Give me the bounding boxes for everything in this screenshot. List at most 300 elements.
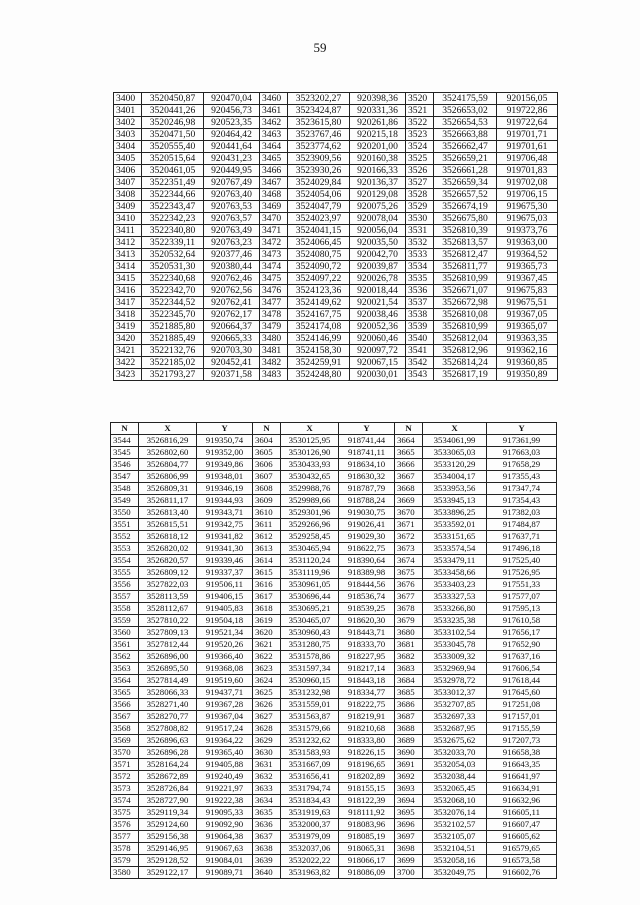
x-coordinate-cell: 3526810,08: [434, 309, 497, 321]
table-row: [114, 117, 558, 129]
y-coordinate-cell: 919342,75: [197, 519, 253, 531]
x-coordinate-cell: 3527814,49: [139, 675, 197, 687]
x-coordinate-cell: 3531794,74: [281, 783, 339, 795]
y-coordinate-cell: 918788,24: [339, 495, 395, 507]
x-coordinate-cell: 3524174,08: [288, 321, 350, 333]
point-number-cell: 3573: [111, 783, 139, 795]
y-coordinate-cell: 918622,75: [339, 543, 395, 555]
x-coordinate-cell: 3531919,63: [281, 807, 339, 819]
point-number-cell: 3408: [114, 189, 142, 201]
point-number-cell: 3580: [111, 867, 139, 879]
y-coordinate-cell: 920456,73: [204, 105, 260, 117]
x-coordinate-cell: 3530960,43: [281, 627, 339, 639]
y-coordinate-cell: 918219,91: [339, 711, 395, 723]
point-number-cell: 3623: [253, 663, 281, 675]
table-row: [114, 261, 558, 273]
x-coordinate-cell: 3523930,26: [288, 165, 350, 177]
table-row: [114, 177, 558, 189]
point-number-cell: 3695: [395, 807, 423, 819]
x-coordinate-cell: 3521793,27: [142, 369, 204, 381]
point-number-cell: 3534: [406, 261, 434, 273]
y-coordinate-cell: 917595,13: [487, 603, 557, 615]
y-coordinate-cell: 920398,36: [350, 93, 406, 105]
x-coordinate-cell: 3526814,24: [434, 357, 497, 369]
point-number-cell: 3528: [406, 189, 434, 201]
x-coordinate-cell: 3533120,29: [423, 459, 487, 471]
point-number-cell: 3567: [111, 711, 139, 723]
y-coordinate-cell: 916573,58: [487, 855, 557, 867]
point-number-cell: 3638: [253, 843, 281, 855]
point-number-cell: 3410: [114, 213, 142, 225]
y-coordinate-cell: 919368,08: [197, 663, 253, 675]
point-number-cell: 3407: [114, 177, 142, 189]
y-coordinate-cell: 920380,44: [204, 261, 260, 273]
y-coordinate-cell: 920664,37: [204, 321, 260, 333]
point-number-cell: 3423: [114, 369, 142, 381]
coordinates-table-2: [110, 422, 557, 879]
y-coordinate-cell: 920136,37: [350, 177, 406, 189]
table-row: [111, 507, 557, 519]
point-number-cell: 3671: [395, 519, 423, 531]
point-number-cell: 3551: [111, 519, 139, 531]
y-coordinate-cell: 917207,73: [487, 735, 557, 747]
y-coordinate-cell: 920431,23: [204, 153, 260, 165]
point-number-cell: 3611: [253, 519, 281, 531]
point-number-cell: 3564: [111, 675, 139, 687]
x-coordinate-cell: 3524047,79: [288, 201, 350, 213]
x-coordinate-cell: 3530696,44: [281, 591, 339, 603]
y-coordinate-cell: 919030,75: [339, 507, 395, 519]
y-coordinate-cell: 916658,38: [487, 747, 557, 759]
x-coordinate-cell: 3524066,45: [288, 237, 350, 249]
table-row: [111, 867, 557, 879]
x-coordinate-cell: 3523615,80: [288, 117, 350, 129]
y-coordinate-cell: 919339,46: [197, 555, 253, 567]
column-header: N: [253, 423, 281, 435]
y-coordinate-cell: 917637,16: [487, 651, 557, 663]
table-row: [114, 237, 558, 249]
x-coordinate-cell: 3529128,52: [139, 855, 197, 867]
x-coordinate-cell: 3526817,19: [434, 369, 497, 381]
column-header: Y: [339, 423, 395, 435]
y-coordinate-cell: 919352,00: [197, 447, 253, 459]
table-row: [114, 213, 558, 225]
y-coordinate-cell: 918634,10: [339, 459, 395, 471]
y-coordinate-cell: 919405,88: [197, 759, 253, 771]
y-coordinate-cell: 918787,79: [339, 483, 395, 495]
y-coordinate-cell: 917637,71: [487, 531, 557, 543]
y-coordinate-cell: 919221,97: [197, 783, 253, 795]
point-number-cell: 3685: [395, 687, 423, 699]
x-coordinate-cell: 3532022,22: [281, 855, 339, 867]
x-coordinate-cell: 3530961,05: [281, 579, 339, 591]
x-coordinate-cell: 3531597,34: [281, 663, 339, 675]
y-coordinate-cell: 919240,49: [197, 771, 253, 783]
x-coordinate-cell: 3526654,53: [434, 117, 497, 129]
column-header: X: [281, 423, 339, 435]
table-row: [111, 543, 557, 555]
y-coordinate-cell: 919350,74: [197, 435, 253, 447]
point-number-cell: 3616: [253, 579, 281, 591]
y-coordinate-cell: 917618,44: [487, 675, 557, 687]
y-coordinate-cell: 916643,35: [487, 759, 557, 771]
x-coordinate-cell: 3522345,70: [142, 309, 204, 321]
x-coordinate-cell: 3528113,59: [139, 591, 197, 603]
x-coordinate-cell: 3532978,72: [423, 675, 487, 687]
point-number-cell: 3413: [114, 249, 142, 261]
x-coordinate-cell: 3522340,68: [142, 273, 204, 285]
y-coordinate-cell: 919365,07: [497, 321, 558, 333]
table-row: [114, 105, 558, 117]
y-coordinate-cell: 918444,56: [339, 579, 395, 591]
y-coordinate-cell: 919405,83: [197, 603, 253, 615]
table-row: [111, 627, 557, 639]
x-coordinate-cell: 3528164,24: [139, 759, 197, 771]
x-coordinate-cell: 3526809,12: [139, 567, 197, 579]
y-coordinate-cell: 920371,58: [204, 369, 260, 381]
point-number-cell: 3690: [395, 747, 423, 759]
point-number-cell: 3554: [111, 555, 139, 567]
x-coordinate-cell: 3523202,27: [288, 93, 350, 105]
y-coordinate-cell: 917652,90: [487, 639, 557, 651]
x-coordinate-cell: 3522132,76: [142, 345, 204, 357]
x-coordinate-cell: 3529156,38: [139, 831, 197, 843]
y-coordinate-cell: 918390,64: [339, 555, 395, 567]
x-coordinate-cell: 3533479,11: [423, 555, 487, 567]
y-coordinate-cell: 920449,95: [204, 165, 260, 177]
point-number-cell: 3604: [253, 435, 281, 447]
y-coordinate-cell: 920377,46: [204, 249, 260, 261]
x-coordinate-cell: 3527812,44: [139, 639, 197, 651]
y-coordinate-cell: 916641,97: [487, 771, 557, 783]
coordinates-table-1: [113, 92, 558, 381]
y-coordinate-cell: 920464,42: [204, 129, 260, 141]
point-number-cell: 3480: [260, 333, 288, 345]
point-number-cell: 3683: [395, 663, 423, 675]
y-coordinate-cell: 920215,18: [350, 129, 406, 141]
table-row: [111, 483, 557, 495]
point-number-cell: 3404: [114, 141, 142, 153]
y-coordinate-cell: 917656,17: [487, 627, 557, 639]
x-coordinate-cell: 3531232,98: [281, 687, 339, 699]
y-coordinate-cell: 919722,86: [497, 105, 558, 117]
point-number-cell: 3468: [260, 189, 288, 201]
y-coordinate-cell: 918334,77: [339, 687, 395, 699]
point-number-cell: 3632: [253, 771, 281, 783]
table-row: [114, 129, 558, 141]
point-number-cell: 3522: [406, 117, 434, 129]
y-coordinate-cell: 919095,33: [197, 807, 253, 819]
y-coordinate-cell: 918620,30: [339, 615, 395, 627]
x-coordinate-cell: 3524097,22: [288, 273, 350, 285]
point-number-cell: 3536: [406, 285, 434, 297]
table-row: [114, 333, 558, 345]
x-coordinate-cell: 3531667,09: [281, 759, 339, 771]
point-number-cell: 3470: [260, 213, 288, 225]
point-number-cell: 3684: [395, 675, 423, 687]
point-number-cell: 3538: [406, 309, 434, 321]
point-number-cell: 3563: [111, 663, 139, 675]
y-coordinate-cell: 919089,71: [197, 867, 253, 879]
point-number-cell: 3630: [253, 747, 281, 759]
point-number-cell: 3609: [253, 495, 281, 507]
table-row: [111, 519, 557, 531]
table-row: [111, 459, 557, 471]
y-coordinate-cell: 920078,04: [350, 213, 406, 225]
x-coordinate-cell: 3526896,63: [139, 735, 197, 747]
y-coordinate-cell: 916634,91: [487, 783, 557, 795]
x-coordinate-cell: 3522185,02: [142, 357, 204, 369]
table-row: [111, 723, 557, 735]
point-number-cell: 3571: [111, 759, 139, 771]
table-row: [114, 93, 558, 105]
point-number-cell: 3697: [395, 831, 423, 843]
x-coordinate-cell: 3530695,21: [281, 603, 339, 615]
point-number-cell: 3406: [114, 165, 142, 177]
x-coordinate-cell: 3530465,94: [281, 543, 339, 555]
table-row: [111, 495, 557, 507]
x-coordinate-cell: 3526657,52: [434, 189, 497, 201]
x-coordinate-cell: 3531834,43: [281, 795, 339, 807]
table-row: [111, 687, 557, 699]
point-number-cell: 3557: [111, 591, 139, 603]
x-coordinate-cell: 3520246,98: [142, 117, 204, 129]
y-coordinate-cell: 919029,30: [339, 531, 395, 543]
x-coordinate-cell: 3532675,62: [423, 735, 487, 747]
y-coordinate-cell: 918389,98: [339, 567, 395, 579]
point-number-cell: 3416: [114, 285, 142, 297]
y-coordinate-cell: 920763,53: [204, 201, 260, 213]
x-coordinate-cell: 3524259,91: [288, 357, 350, 369]
point-number-cell: 3558: [111, 603, 139, 615]
table-row: [111, 699, 557, 711]
point-number-cell: 3524: [406, 141, 434, 153]
x-coordinate-cell: 3526813,57: [434, 237, 497, 249]
y-coordinate-cell: 920703,30: [204, 345, 260, 357]
column-header: Y: [487, 423, 557, 435]
y-coordinate-cell: 916607,47: [487, 819, 557, 831]
y-coordinate-cell: 920767,49: [204, 177, 260, 189]
x-coordinate-cell: 3526812,04: [434, 333, 497, 345]
x-coordinate-cell: 3524167,75: [288, 309, 350, 321]
point-number-cell: 3629: [253, 735, 281, 747]
x-coordinate-cell: 3524175,59: [434, 93, 497, 105]
y-coordinate-cell: 920452,41: [204, 357, 260, 369]
y-coordinate-cell: 918210,68: [339, 723, 395, 735]
y-coordinate-cell: 918226,15: [339, 747, 395, 759]
x-coordinate-cell: 3533458,66: [423, 567, 487, 579]
y-coordinate-cell: 919701,71: [497, 129, 558, 141]
x-coordinate-cell: 3528066,33: [139, 687, 197, 699]
point-number-cell: 3680: [395, 627, 423, 639]
x-coordinate-cell: 3520450,87: [142, 93, 204, 105]
y-coordinate-cell: 920261,86: [350, 117, 406, 129]
y-coordinate-cell: 917355,43: [487, 471, 557, 483]
y-coordinate-cell: 919360,85: [497, 357, 558, 369]
y-coordinate-cell: 920470,04: [204, 93, 260, 105]
point-number-cell: 3556: [111, 579, 139, 591]
x-coordinate-cell: 3526816,29: [139, 435, 197, 447]
y-coordinate-cell: 917663,03: [487, 447, 557, 459]
y-coordinate-cell: 918202,89: [339, 771, 395, 783]
point-number-cell: 3545: [111, 447, 139, 459]
point-number-cell: 3635: [253, 807, 281, 819]
x-coordinate-cell: 3524023,97: [288, 213, 350, 225]
x-coordinate-cell: 3533012,37: [423, 687, 487, 699]
y-coordinate-cell: 918122,39: [339, 795, 395, 807]
point-number-cell: 3535: [406, 273, 434, 285]
x-coordinate-cell: 3523767,46: [288, 129, 350, 141]
x-coordinate-cell: 3522339,11: [142, 237, 204, 249]
table-row: [114, 297, 558, 309]
y-coordinate-cell: 918111,92: [339, 807, 395, 819]
point-number-cell: 3617: [253, 591, 281, 603]
table-row: [114, 249, 558, 261]
x-coordinate-cell: 3533266,80: [423, 603, 487, 615]
y-coordinate-cell: 919222,38: [197, 795, 253, 807]
table-row: [111, 819, 557, 831]
x-coordinate-cell: 3526812,96: [434, 345, 497, 357]
x-coordinate-cell: 3533953,56: [423, 483, 487, 495]
x-coordinate-cell: 3526811,17: [139, 495, 197, 507]
y-coordinate-cell: 918085,19: [339, 831, 395, 843]
point-number-cell: 3610: [253, 507, 281, 519]
point-number-cell: 3579: [111, 855, 139, 867]
y-coordinate-cell: 919337,37: [197, 567, 253, 579]
x-coordinate-cell: 3533009,32: [423, 651, 487, 663]
y-coordinate-cell: 916579,65: [487, 843, 557, 855]
table-row: [111, 435, 557, 447]
point-number-cell: 3417: [114, 297, 142, 309]
point-number-cell: 3472: [260, 237, 288, 249]
y-coordinate-cell: 917382,03: [487, 507, 557, 519]
point-number-cell: 3605: [253, 447, 281, 459]
y-coordinate-cell: 920441,64: [204, 141, 260, 153]
y-coordinate-cell: 919364,22: [197, 735, 253, 747]
x-coordinate-cell: 3533045,78: [423, 639, 487, 651]
y-coordinate-cell: 919364,52: [497, 249, 558, 261]
y-coordinate-cell: 919373,76: [497, 225, 558, 237]
point-number-cell: 3676: [395, 579, 423, 591]
point-number-cell: 3667: [395, 471, 423, 483]
y-coordinate-cell: 917155,59: [487, 723, 557, 735]
x-coordinate-cell: 3526813,40: [139, 507, 197, 519]
y-coordinate-cell: 918065,31: [339, 843, 395, 855]
y-coordinate-cell: 919519,60: [197, 675, 253, 687]
point-number-cell: 3687: [395, 711, 423, 723]
y-coordinate-cell: 920021,54: [350, 297, 406, 309]
point-number-cell: 3462: [260, 117, 288, 129]
x-coordinate-cell: 3522344,52: [142, 297, 204, 309]
point-number-cell: 3402: [114, 117, 142, 129]
y-coordinate-cell: 919367,45: [497, 273, 558, 285]
x-coordinate-cell: 3522351,49: [142, 177, 204, 189]
x-coordinate-cell: 3522342,23: [142, 213, 204, 225]
x-coordinate-cell: 3526672,98: [434, 297, 497, 309]
table-row: [111, 783, 557, 795]
table-header-row: [111, 423, 557, 435]
table-row: [114, 285, 558, 297]
y-coordinate-cell: 918217,14: [339, 663, 395, 675]
x-coordinate-cell: 3526653,02: [434, 105, 497, 117]
point-number-cell: 3624: [253, 675, 281, 687]
point-number-cell: 3574: [111, 795, 139, 807]
table-row: [114, 165, 558, 177]
point-number-cell: 3607: [253, 471, 281, 483]
point-number-cell: 3467: [260, 177, 288, 189]
point-number-cell: 3463: [260, 129, 288, 141]
y-coordinate-cell: 919722,64: [497, 117, 558, 129]
table-row: [111, 807, 557, 819]
point-number-cell: 3531: [406, 225, 434, 237]
point-number-cell: 3619: [253, 615, 281, 627]
y-coordinate-cell: 918741,44: [339, 435, 395, 447]
point-number-cell: 3548: [111, 483, 139, 495]
x-coordinate-cell: 3520531,30: [142, 261, 204, 273]
point-number-cell: 3403: [114, 129, 142, 141]
y-coordinate-cell: 918741,11: [339, 447, 395, 459]
y-coordinate-cell: 919067,63: [197, 843, 253, 855]
table-row: [111, 795, 557, 807]
y-coordinate-cell: 920039,87: [350, 261, 406, 273]
point-number-cell: 3405: [114, 153, 142, 165]
point-number-cell: 3409: [114, 201, 142, 213]
x-coordinate-cell: 3524090,72: [288, 261, 350, 273]
x-coordinate-cell: 3526671,07: [434, 285, 497, 297]
point-number-cell: 3622: [253, 651, 281, 663]
table-row: [114, 201, 558, 213]
x-coordinate-cell: 3533403,23: [423, 579, 487, 591]
point-number-cell: 3555: [111, 567, 139, 579]
point-number-cell: 3411: [114, 225, 142, 237]
table-row: [114, 273, 558, 285]
table-row: [111, 447, 557, 459]
y-coordinate-cell: 920523,35: [204, 117, 260, 129]
table-row: [111, 747, 557, 759]
point-number-cell: 3537: [406, 297, 434, 309]
x-coordinate-cell: 3520555,40: [142, 141, 204, 153]
x-coordinate-cell: 3526815,51: [139, 519, 197, 531]
x-coordinate-cell: 3531583,93: [281, 747, 339, 759]
column-header: X: [139, 423, 197, 435]
point-number-cell: 3530: [406, 213, 434, 225]
point-number-cell: 3694: [395, 795, 423, 807]
y-coordinate-cell: 916605,11: [487, 807, 557, 819]
x-coordinate-cell: 3520515,64: [142, 153, 204, 165]
y-coordinate-cell: 918536,74: [339, 591, 395, 603]
point-number-cell: 3682: [395, 651, 423, 663]
table-row: [111, 711, 557, 723]
x-coordinate-cell: 3532037,06: [281, 843, 339, 855]
x-coordinate-cell: 3531578,86: [281, 651, 339, 663]
x-coordinate-cell: 3526811,77: [434, 261, 497, 273]
column-header: N: [395, 423, 423, 435]
point-number-cell: 3575: [111, 807, 139, 819]
point-number-cell: 3419: [114, 321, 142, 333]
point-number-cell: 3608: [253, 483, 281, 495]
y-coordinate-cell: 919367,05: [497, 309, 558, 321]
x-coordinate-cell: 3532697,33: [423, 711, 487, 723]
x-coordinate-cell: 3532054,03: [423, 759, 487, 771]
point-number-cell: 3533: [406, 249, 434, 261]
y-coordinate-cell: 917577,07: [487, 591, 557, 603]
x-coordinate-cell: 3528270,77: [139, 711, 197, 723]
point-number-cell: 3529: [406, 201, 434, 213]
y-coordinate-cell: 918222,75: [339, 699, 395, 711]
x-coordinate-cell: 3532102,57: [423, 819, 487, 831]
x-coordinate-cell: 3533065,03: [423, 447, 487, 459]
point-number-cell: 3625: [253, 687, 281, 699]
